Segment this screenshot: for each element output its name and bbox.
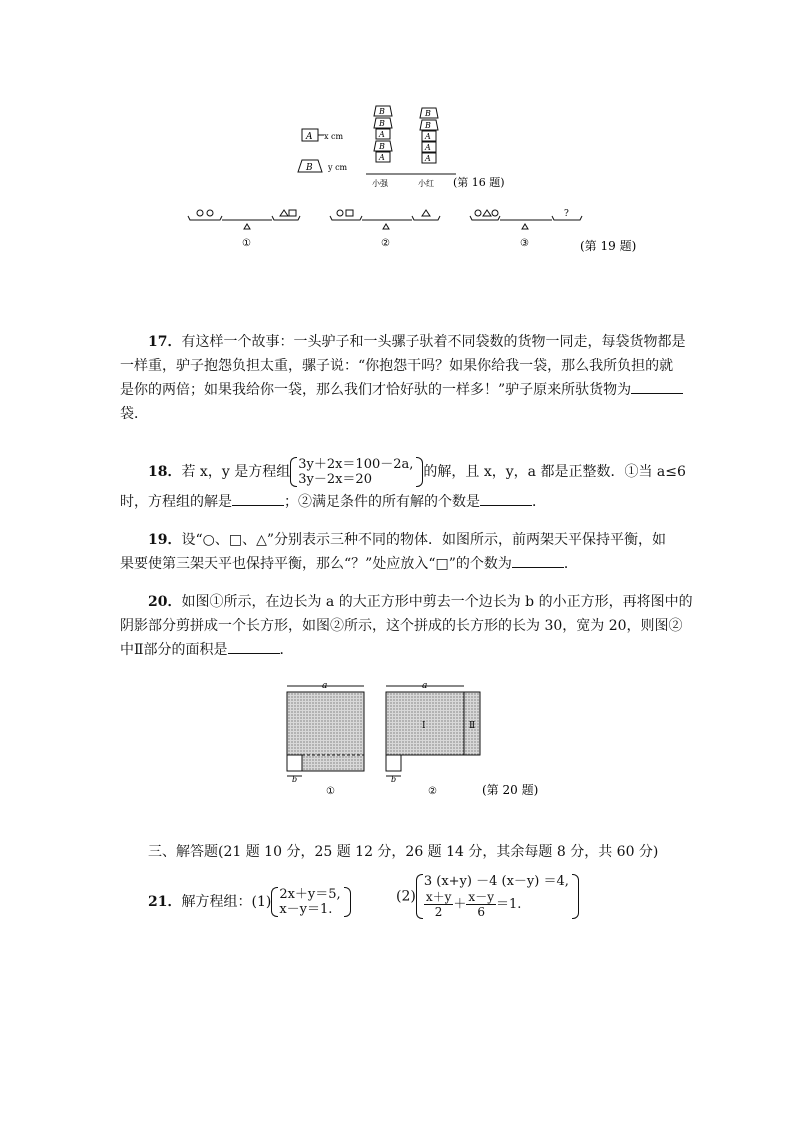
- figure-20-caption: (第 20 题): [482, 783, 539, 797]
- question-number: 18．: [148, 464, 182, 480]
- equation: x－y＝1.: [279, 902, 333, 917]
- question-text: 的解，且 x，y，a 都是正整数．①当 a≤6: [423, 464, 686, 480]
- svg-text:a: a: [322, 681, 328, 691]
- balance-2: [330, 210, 440, 249]
- svg-text:Ⅱ: Ⅱ: [469, 721, 476, 731]
- svg-text:小红: 小红: [418, 179, 434, 188]
- answer-blank[interactable]: [480, 490, 532, 506]
- svg-text:A: A: [425, 143, 431, 152]
- equation: $\frac{x+y}{2}$ ＋ $\frac{x-y}{6}$ ＝1.: [425, 890, 522, 919]
- svg-text:①: ①: [242, 238, 251, 249]
- question-number: 21．: [148, 894, 182, 910]
- question-text: 一样重，驴子抱怨负担太重，骡子说：“你抱怨干吗？如果你给我一袋，那么我所负担的就: [120, 358, 674, 374]
- figure-16-caption: (第 16 题): [453, 176, 505, 189]
- question-text: 设“○、□、△”分别表示三种不同的物体．如图所示，前两架天平保持平衡，如: [181, 532, 667, 548]
- svg-text:A: A: [425, 132, 431, 141]
- svg-text:b: b: [292, 775, 298, 784]
- answer-blank[interactable]: [228, 638, 280, 654]
- svg-text:A: A: [425, 154, 431, 163]
- svg-text:B: B: [379, 142, 385, 151]
- equation: 2x＋y＝5,: [279, 887, 341, 902]
- question-17: [120, 330, 686, 426]
- svg-text:a: a: [422, 681, 428, 691]
- question-text: ．: [563, 556, 578, 572]
- svg-text:小强: 小强: [372, 179, 388, 188]
- equation-system: [290, 457, 423, 487]
- figure-19: [180, 200, 660, 256]
- question-18: [120, 454, 686, 514]
- svg-text:③: ③: [520, 238, 529, 249]
- question-text: 果要使第三架天平也保持平衡，那么“？”处应放入“□”的个数为: [120, 556, 512, 572]
- question-number: 19．: [148, 532, 182, 548]
- equation: 3y＋2x＝100－2a,: [298, 457, 414, 472]
- question-21: [148, 874, 618, 924]
- figure-20-part-2: [386, 681, 480, 797]
- equation: 3 (x+y) －4 (x－y) ＝4,: [423, 874, 569, 889]
- svg-text:B: B: [306, 163, 313, 173]
- question-text: 袋．: [120, 406, 148, 422]
- question-text: 有这样一个故事：一头驴子和一头骡子驮着不同袋数的货物一同走，每袋货物都是: [181, 334, 686, 350]
- svg-text:B: B: [425, 121, 431, 130]
- svg-text:b: b: [391, 775, 397, 784]
- svg-text:B: B: [425, 109, 431, 118]
- figure-20: [276, 678, 556, 804]
- equation-system-1: [271, 887, 350, 917]
- equation: 3y－2x＝20: [298, 472, 372, 487]
- svg-text:A: A: [306, 132, 313, 142]
- question-number: 20．: [148, 594, 182, 610]
- question-text: 如图①所示，在边长为 a 的大正方形中剪去一个边长为 b 的小正方形，再将图中的: [181, 594, 693, 610]
- svg-text:?: ?: [564, 209, 569, 219]
- stack-xiaohong: [418, 108, 438, 188]
- section-3-title: 三、解答题(21 题 10 分，25 题 12 分，26 题 14 分，其余每题 8 分，共 60 分): [148, 844, 659, 860]
- answer-blank[interactable]: [512, 552, 564, 568]
- question-20: [120, 590, 693, 662]
- question-text: 中Ⅱ部分的面积是: [120, 642, 228, 658]
- question-text: 解方程组：: [181, 894, 252, 910]
- part-label: (2): [396, 888, 416, 905]
- svg-text:x cm: x cm: [324, 132, 344, 141]
- block-a-sample: [302, 129, 344, 142]
- figure-19-caption: (第 19 题): [580, 239, 637, 253]
- answer-blank[interactable]: [232, 490, 284, 506]
- question-text: ．: [279, 642, 294, 658]
- svg-text:A: A: [379, 153, 385, 162]
- question-text: ．: [532, 494, 546, 510]
- balance-1: [188, 210, 300, 249]
- question-number: 17．: [148, 334, 182, 350]
- svg-text:y cm: y cm: [328, 163, 348, 172]
- svg-text:②: ②: [428, 786, 437, 797]
- svg-text:A: A: [379, 130, 385, 139]
- block-b-sample: [298, 160, 348, 173]
- stack-xiaoqiang: [372, 106, 392, 188]
- svg-text:②: ②: [381, 238, 390, 249]
- question-19: [120, 528, 680, 576]
- figure-16: [290, 100, 530, 192]
- question-text: 若 x，y 是方程组: [181, 464, 291, 480]
- question-text: 是你的两倍；如果我给你一袋，那么我们才恰好驮的一样多！”驴子原来所驮货物为: [120, 382, 632, 398]
- question-text: ；②满足条件的所有解的个数是: [284, 494, 480, 510]
- part-label: (1): [251, 894, 272, 910]
- figure-20-part-1: [287, 681, 364, 797]
- answer-blank[interactable]: [631, 378, 683, 394]
- svg-text:B: B: [379, 119, 385, 128]
- svg-text:Ⅰ: Ⅰ: [422, 721, 426, 731]
- balance-3: [470, 209, 582, 249]
- question-text: 阴影部分剪拼成一个长方形，如图②所示，这个拼成的长方形的长为 30，宽为 20，则图②: [120, 618, 683, 634]
- equation-system-2: [416, 874, 579, 919]
- svg-text:①: ①: [326, 786, 335, 797]
- question-text: 时，方程组的解是: [120, 494, 232, 510]
- fraction: $\frac{x-y}{6}$: [468, 890, 494, 919]
- fraction: $\frac{x+y}{2}$: [425, 890, 452, 919]
- svg-text:B: B: [379, 107, 385, 116]
